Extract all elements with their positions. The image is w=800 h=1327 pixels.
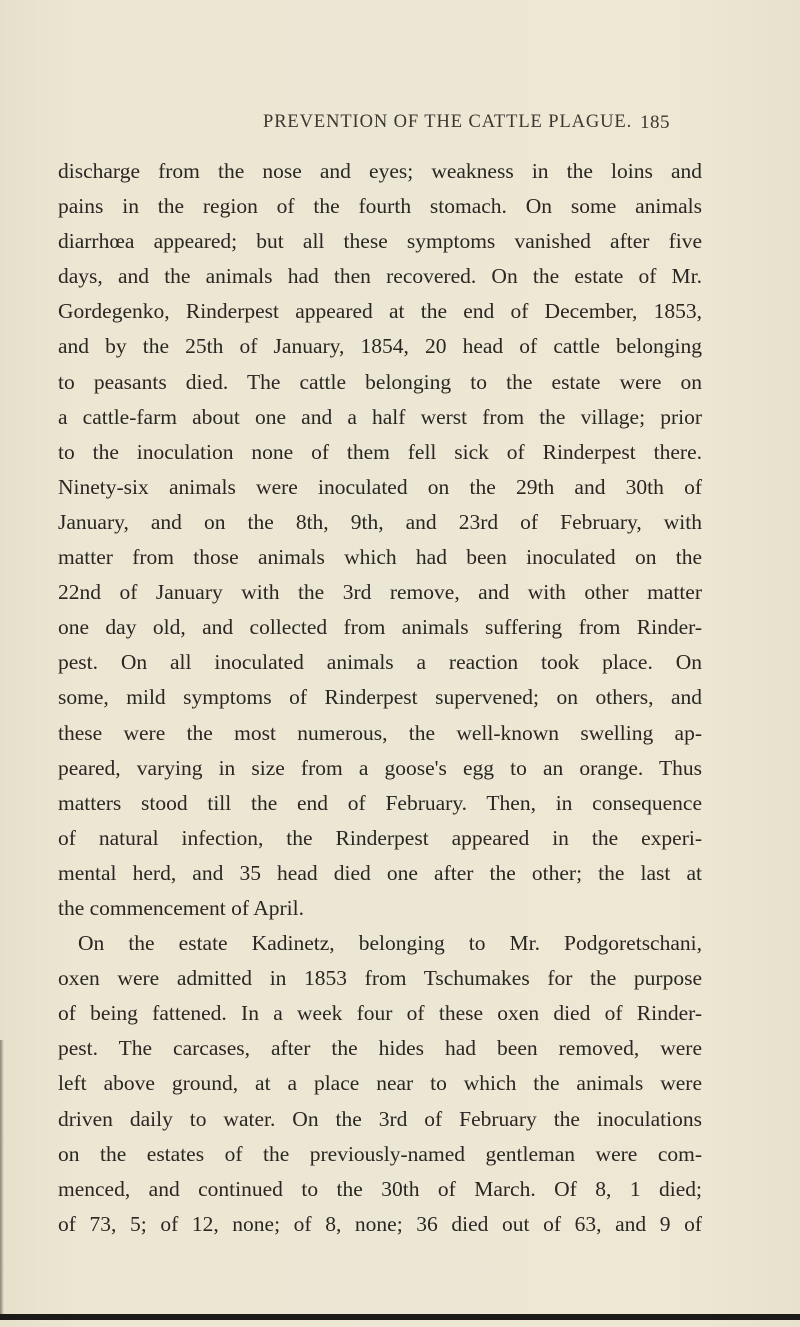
text-line: driven daily to water. On the 3rd of February the inoculations (58, 1106, 702, 1131)
page-number: 185 (640, 112, 670, 133)
text-line: to peasants died. The cattle belonging to the estate were on (58, 369, 702, 394)
text-line: pains in the region of the fourth stomach. On some animals (58, 194, 702, 219)
text-line: on the estates of the previously-named gentleman were com- (58, 1141, 702, 1166)
text-line: days, and the animals had then recovered. On the estate of Mr. (58, 264, 702, 289)
text-line: pest. The carcases, after the hides had been removed, were (58, 1036, 702, 1061)
text-line: the commencement of April. (58, 895, 304, 920)
text-line: peared, varying in size from a goose's egg to an orange. Thus (58, 755, 702, 780)
text-line: 22nd of January with the 3rd remove, and with other matter (58, 580, 702, 605)
text-line: matters stood till the end of February. Then, in consequence (58, 790, 702, 815)
text-line: these were the most numerous, the well-known swelling ap- (58, 720, 702, 745)
text-line: Gordegenko, Rinderpest appeared at the end of December, 1853, (58, 299, 702, 324)
text-line: to the inoculation none of them fell sick of Rinderpest there. (58, 439, 702, 464)
text-line: of natural infection, the Rinderpest appeared in the experi- (58, 825, 702, 850)
text-line: discharge from the nose and eyes; weakness in the loins and (58, 159, 702, 183)
text-line: menced, and continued to the 30th of March. Of 8, 1 died; (58, 1176, 702, 1201)
text-line: On the estate Kadinetz, belonging to Mr. Podgoretschani, (78, 931, 702, 956)
text-line: January, and on the 8th, 9th, and 23rd of February, with (58, 509, 702, 534)
text-line: of 73, 5; of 12, none; of 8, none; 36 died out of 63, and 9 of (58, 1211, 702, 1236)
page-header (0, 112, 800, 142)
text-line: and by the 25th of January, 1854, 20 head of cattle belonging (58, 334, 702, 359)
text-line: a cattle-farm about one and a half werst from the village; prior (58, 404, 702, 429)
bottom-edge-rule (0, 1314, 800, 1320)
running-head: PREVENTION OF THE CATTLE PLAGUE. (263, 112, 633, 132)
text-line: pest. On all inoculated animals a reaction took place. On (58, 650, 702, 675)
text-line: matter from those animals which had been inoculated on the (58, 545, 702, 570)
text-line: left above ground, at a place near to which the animals were (58, 1071, 702, 1096)
text-line: some, mild symptoms of Rinderpest supervened; on others, and (58, 685, 702, 710)
text-line: oxen were admitted in 1853 from Tschumakes for the purpose (58, 966, 702, 991)
text-line: Ninety-six animals were inoculated on the 29th and 30th of (58, 474, 702, 499)
text-line: diarrhœa appeared; but all these symptoms vanished after five (58, 229, 702, 254)
text-line: one day old, and collected from animals suffering from Rinder- (58, 615, 702, 640)
text-line: mental herd, and 35 head died one after the other; the last at (58, 860, 702, 885)
text-line: of being fattened. In a week four of these oxen died of Rinder- (58, 1001, 702, 1026)
page-edge-shadow (0, 1040, 4, 1320)
body-text (58, 154, 702, 1242)
